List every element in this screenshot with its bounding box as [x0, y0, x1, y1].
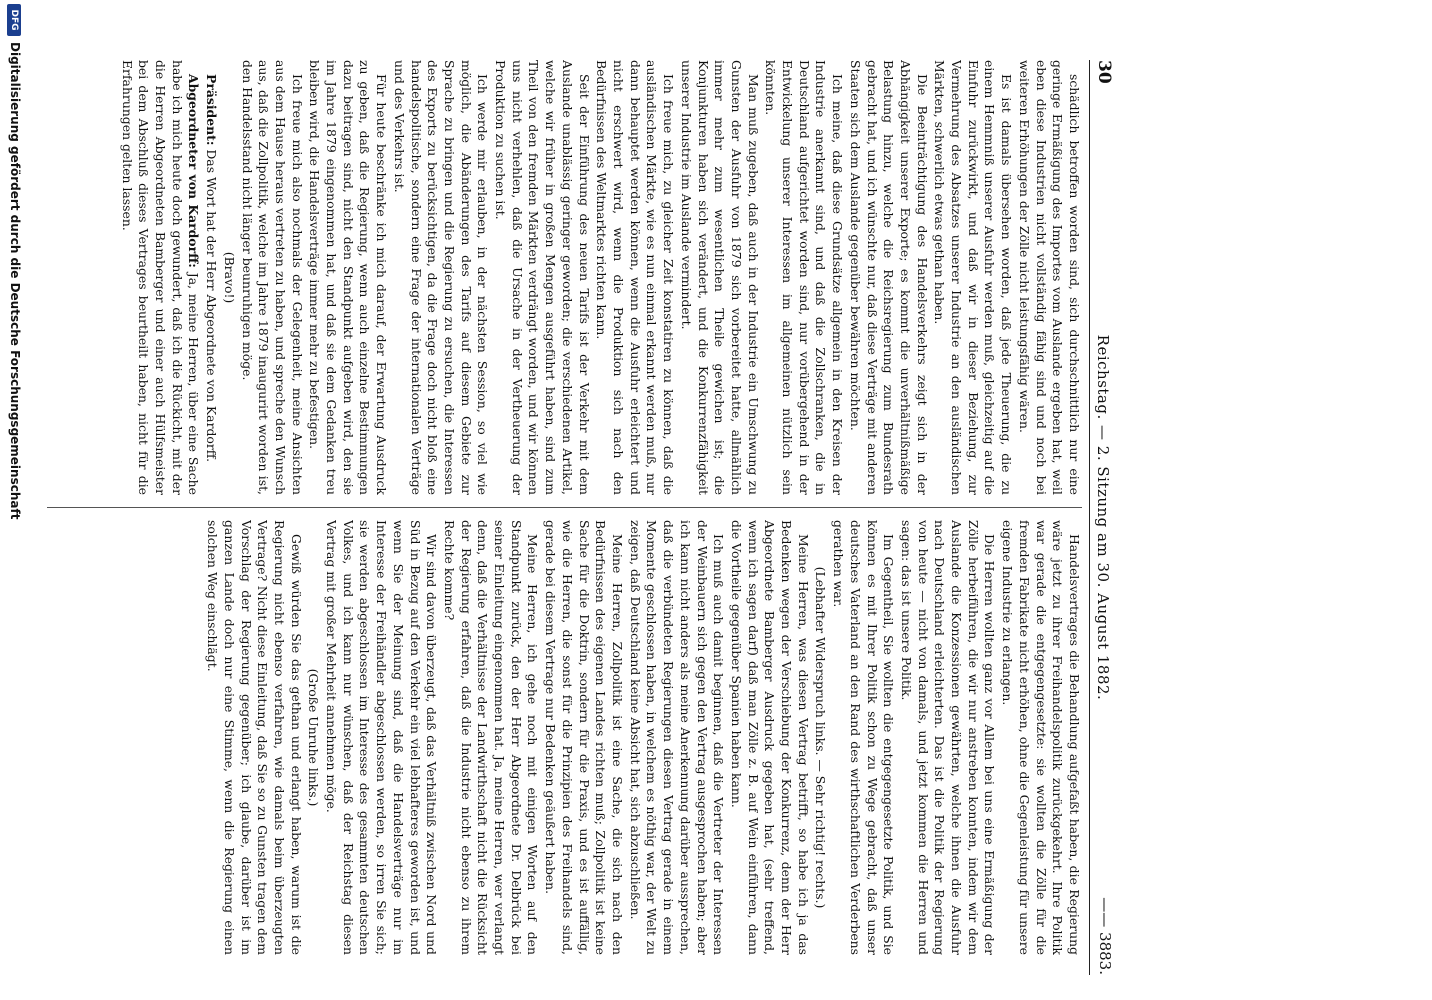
paragraph: Meine Herren, was diesen Vertrag betrifft, so habe ich ja das Bedenken wegen der Verschiebung der Konkurrenz, denn der Herr Abgeordnete Bamberger Ausdruck gegeben hat, (sehr treffend, wenn ich sagen darf) daß man Zölle z. B. auf Wein einführen, dann die Vortheile gegenüber Spanien haben kann. — [728, 520, 811, 955]
dfg-logo-icon: DFG — [7, 4, 21, 36]
paragraph: Die Herren wollten ganz vor Allem bei uns eine Ermäßigung der Zölle herbeiführen, die wir nur anstreben konnten, indem wir dem Auslande die Konzessionen gewährten, welche ihnen die Ausfuhr nach Deutschland erleichterten. Das ist die Politik der Regierung von heute — nicht von damals, und jetzt kommen die Herren und sagen: das ist unsere Politik. — [898, 520, 998, 955]
right-column — [47, 520, 1082, 955]
page-header — [1089, 60, 1114, 975]
speaker-name: Präsident: — [204, 74, 220, 146]
digitization-footer — [1, 0, 27, 1000]
column-divider — [47, 507, 1082, 508]
funding-note: Digitalisierung gefördert durch die Deutsche Forschungsgemeinschaft — [8, 42, 22, 520]
paragraph: Seit der Einführung des neuen Tarifs ist der Verkehr mit dem Auslande unablässig geringer geworden; die verschiedenen Artikel, welche wir früher in großen Mengen ausgeführt haben, sind zum Theil von den fremden Märkten verdrängt worden, und wir können uns nicht verhehlen, daß die Ursache in der Vertheuerung der Produktion zu suchen ist. — [493, 60, 592, 495]
running-title: Reichstag. — 2. Sitzung am 30. August 1882. — [1094, 334, 1112, 701]
paragraph: Ich muß auch damit beginnen, daß die Vertreter der Interessen der Weinbauern sich gegen den Vertrag ausgesprochen haben; aber ich kann nicht anders als meine Anerkennung darüber aussprechen, daß die verbündeten Regierungen diesen Vertrag gerade in einem Momente geschlossen haben, in welchem es nöthig war, der Welt zu zeigen, daß Deutschland keine Absicht hat, sich abzuschließen. — [627, 520, 727, 955]
president-remark — [202, 60, 219, 495]
paragraph: Die Beeinträchtigung des Handelsverkehrs zeigt sich in der Abhängigkeit unserer Exporte; es kommt die unverhältnißmäßige Belastung hinzu, welche die Reichsregierung zum Bundesrath gebracht hat, und ich wünschte nur, daß diese Verträge mit anderen Staaten sich dem Auslande gegenüber bewähren möchten. — [847, 60, 930, 495]
interjection-note: (Lebhafter Widerspruch links. — Sehr richtig! rechts.) — [813, 566, 829, 909]
paragraph: Meine Herren, Zollpolitik ist eine Sache, die sich nach den Bedürfnissen des eigenen Landes richten muß; Zollpolitik ist keine Sache für die Doktrin, sondern für die Praxis, und es ist auffällig, wie die Herren, die sonst für die Prinzipien des Freihandels sind, gerade bei diesem Vertrage nur Bedenken geäußert haben. — [543, 520, 626, 955]
paragraph: Handelsvertrages die Behandlung aufgefaßt haben, die Regierung wäre jetzt zu ihrer Freihandelspolitik zurückgekehrt. Ihre Politik war gerade die entgegengesetzte: sie wollten die Zölle für die fremden Fabrikate nicht erhöhen, ohne die Gegenleistung für unsere eigene Industrie zu erlangen. — [1000, 520, 1082, 955]
paragraph: Ich werde mir erlauben, in der nächsten Session, so viel wie möglich, die Abänderungen des Tarifs auf diesem Gebiete zur Sprache zu bringen und die Regierung zu ersuchen, die Interessen des Exports zu berücksichtigen, da die Frage doch nicht bloß eine handelspolitische, sondern eine Frage der internationalen Verträge und des Verkehrs ist. — [391, 60, 491, 495]
speaker-name: Abgeordneter von Kardorff: — [186, 74, 202, 268]
date-mark: —— 3883. — [1096, 897, 1114, 975]
page-number: 30 — [1094, 60, 1114, 84]
paragraph: Im Gegentheil, Sie wollten die entgegengesetzte Politik, und Sie können es mit Ihrer Politik schon zu Wege gebracht, daß unser deutsches Vaterland an den Rand des wirthschaftlichen Verderbens gerathen war. — [831, 520, 897, 955]
interjection-note: (Große Unruhe links.) — [306, 668, 322, 807]
paragraph: Ich meine, daß diese Grundsätze allgemein in den Kreisen der Industrie anerkannt sind, und daß die Zollschranken, die in Deutschland aufgerichtet worden sind, nur vorübergehend in der Entwickelung unserer Interessen im allgemeinen nützlich sein könnten. — [763, 60, 846, 495]
member-speech — [118, 60, 202, 495]
speech-text: Das Wort hat der Herr Abgeordnete von Kardorff. — [204, 149, 220, 463]
paragraph: Für heute beschränke ich mich darauf, der Erwartung Ausdruck zu geben, daß die Regierung, wenn auch einzelne Bestimmungen dazu beitragen sind, nicht den Standpunkt aufgeben wird, den sie im Jahre 1879 eingenommen hat, und daß sie dem Gedanken treu bleiben wird, die Handelsverträge immer mehr zu befestigen. — [307, 60, 390, 495]
paragraph: Ich freue mich also nochmals der Gelegenheit, meine Ansichten aus dem Hause heraus vertreten zu haben, und spreche den Wunsch aus, daß die Zollpolitik, welche im Jahre 1879 inaugurirt worden ist, den Handelsstand nicht länger beunruhigen möge. — [239, 60, 305, 495]
speech-text: Ja, meine Herren, über eine Sache habe ich mich heute doch gewundert, daß ich die Rückicht, mit der die Herren Abgeordneten Bamberger und einer auch Hülfsmeister bei dem Abschluß dieses Vertrages beurtheilt haben, nicht für die Erfahrungen gelten lassen. — [119, 60, 202, 495]
paragraph: Ich freue mich, zu gleicher Zeit konstatiren zu können, daß die ausländischen Märkte, wie es nun einmal erkannt werden muß, nur dann behauptet werden können, wenn die Ausfuhr erleichtert und nicht erschwert wird, wenn die Produktion sich nach den Bedürfnissen des Weltmarktes richten kann. — [594, 60, 677, 495]
paragraph: Man muß zugeben, daß auch in der Industrie ein Umschwung zu Gunsten der Ausfuhr von 1879 sich vorbereitet hatte, allmählich immer mehr zum wesentlichen Theile gewichen ist; die Konjunkturen haben sich verändert, und die Konkurrenzfähigkeit unserer Industrie im Auslande vermindert. — [678, 60, 761, 495]
left-column — [47, 60, 1082, 495]
paragraph: Meine Herren, ich gehe noch mit einigen Worten auf den Standpunkt zurück, den der Herr Abgeordnete Dr. Delbrück bei seiner Einleitung eingenommen hat. Ja, meine Herren, wer verlangt denn, daß die Verhältnisse der Landwirthschaft nicht die Rücksicht der Regierung erfahren, daß die Industrie nicht ebenso zu ihrem Rechte komme? — [441, 520, 541, 955]
paragraph: schädlich betroffen worden sind, sich durchschnittlich nur eine geringe Ermäßigung des Importes vom Auslande ergeben hat, weil eben diese Industrien nicht vollständig fähig sind und noch bei weiteren Erhöhungen der Zölle nicht leistungsfähig wären. — [1016, 60, 1082, 495]
paragraph: Wir sind davon überzeugt, daß das Verhältniß zwischen Nord und Süd in Bezug auf den Verkehr ein viel lebhafteres geworden ist, und wenn Sie der Meinung sind, daß die Handelsverträge nur im Interesse der Freihändler abgeschlossen werden, so irren Sie sich; sie werden abgeschlossen im Interesse des gesammten deutschen Volkes, und ich kann nur wünschen, daß der Reichstag diesen Vertrag mit großer Mehrheit annehmen möge. — [324, 520, 440, 955]
paragraph: Gewiß würden Sie das gethan und erlangt haben, warum ist die Regierung nicht ebenso verfahren, wie damals beim überzeugten Vertrage? Nicht diese Einleitung, daß Sie so zu Gunsten tragen dem Vorschlag der Regierung gegenüber; ich glaube, darüber ist im ganzen Lande doch nur eine Stimme, wenn die Regierung einen solchen Weg einschlägt. — [205, 520, 304, 955]
paragraph: Es ist damals übersehen worden, daß jede Theuerung, die zu einem Hemmniß unserer Ausfuhr werden muß, gleichzeitig auf die Einfuhr zurückwirkt, und daß wir in dieser Beziehung, zur Vermehrung des Absatzes unserer Industrie an den ausländischen Märkten, schwerlich etwas gethan haben. — [932, 60, 1015, 495]
applause-note: (Bravo!) — [221, 251, 237, 304]
